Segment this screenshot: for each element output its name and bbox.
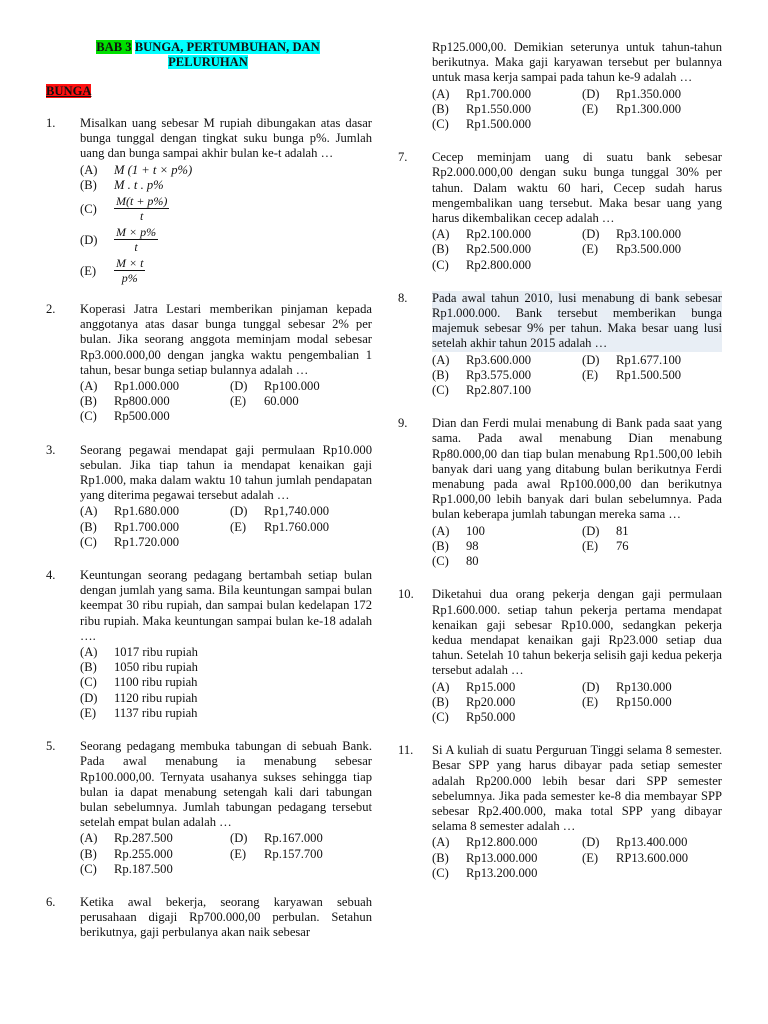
option-value: Rp1.677.100 <box>616 352 682 367</box>
option-value: Rp13.400.000 <box>616 835 688 850</box>
fraction-denominator: p% <box>121 271 138 286</box>
answer-options <box>80 163 372 284</box>
option-value: Rp2.100.000 <box>466 227 532 242</box>
option-letter: (E) <box>230 519 247 534</box>
option-letter: (D) <box>230 504 248 519</box>
option-value: Rp.255.000 <box>114 846 173 861</box>
answer-option <box>230 504 329 519</box>
option-row <box>80 831 372 846</box>
question-item <box>44 302 372 425</box>
answer-options <box>432 680 722 726</box>
question-item <box>44 895 372 941</box>
fraction-numerator: M × p% <box>116 225 157 240</box>
option-row <box>432 117 722 132</box>
option-letter: (E) <box>582 367 599 382</box>
question-item <box>44 739 372 877</box>
option-letter: (E) <box>230 394 247 409</box>
option-row <box>80 645 372 660</box>
option-row <box>80 409 372 424</box>
option-row <box>432 383 722 398</box>
option-letter: (A) <box>432 679 450 694</box>
option-row <box>80 379 372 394</box>
question-6-continued <box>396 40 722 132</box>
option-value: 1100 ribu rupiah <box>114 675 198 690</box>
option-value: 76 <box>616 538 629 553</box>
answer-option <box>80 257 372 284</box>
question-item <box>44 443 372 550</box>
answer-option <box>80 691 230 706</box>
option-letter: (B) <box>80 177 97 192</box>
answer-option <box>582 227 681 242</box>
answer-options <box>80 379 372 425</box>
option-letter: (C) <box>80 534 97 549</box>
answer-options <box>432 835 722 881</box>
question-item <box>44 568 372 721</box>
question-item <box>396 587 722 725</box>
chapter-title-line1: BUNGA, PERTUMBUHAN, DAN <box>134 40 320 54</box>
left-question-list <box>44 116 372 941</box>
option-letter: (D) <box>230 831 248 846</box>
option-value: RP13.600.000 <box>616 850 689 865</box>
answer-options <box>80 645 372 721</box>
question-item <box>396 291 722 398</box>
question-number: 2. <box>46 302 56 317</box>
answer-option <box>80 675 230 690</box>
option-fraction <box>114 226 158 253</box>
question-number: 11. <box>398 743 414 758</box>
option-value: 1017 ribu rupiah <box>114 645 198 660</box>
option-letter: (D) <box>582 523 600 538</box>
option-letter: (D) <box>230 379 248 394</box>
option-value: 81 <box>616 523 629 538</box>
option-letter: (C) <box>432 257 449 272</box>
option-value: Rp15.000 <box>466 679 516 694</box>
option-value: 1137 ribu rupiah <box>114 705 198 720</box>
question-item <box>396 416 722 569</box>
option-fraction <box>114 257 145 284</box>
option-value: Rp500.000 <box>114 409 170 424</box>
answer-option <box>432 695 582 710</box>
option-letter: (A) <box>432 835 450 850</box>
option-letter: (C) <box>432 554 449 569</box>
option-letter: (E) <box>582 538 599 553</box>
option-value: Rp1.700.000 <box>466 86 532 101</box>
option-formula: M . t . p% <box>114 177 164 192</box>
option-letter: (B) <box>432 367 449 382</box>
option-formula: M (1 + t × p%) <box>114 162 193 177</box>
option-value: Rp.287.500 <box>114 831 173 846</box>
option-row <box>80 535 372 550</box>
option-row <box>432 524 722 539</box>
option-value: Rp3.600.000 <box>466 352 532 367</box>
answer-option <box>80 706 230 721</box>
option-row <box>432 695 722 710</box>
answer-option <box>80 645 230 660</box>
option-row <box>80 163 372 178</box>
option-value: Rp.167.000 <box>264 831 323 846</box>
answer-option <box>432 227 582 242</box>
answer-option <box>582 353 681 368</box>
question-text: Koperasi Jatra Lestari memberikan pinjaman kepada anggotanya atas dasar bunga tunggal sebesar 2% per bulan. Jika seorang anggota meminjam modal sebesar Rp3.000.000,00 dengan jangka waktu pengembalian 1 tahun, besar bunga setiap bulannya adalah … <box>80 302 372 377</box>
option-value: Rp.187.500 <box>114 861 173 876</box>
answer-option <box>80 504 230 519</box>
answer-option <box>80 394 230 409</box>
option-row <box>432 851 722 866</box>
answer-option <box>230 520 329 535</box>
option-value: Rp3.575.000 <box>466 367 532 382</box>
chapter-title <box>44 40 372 70</box>
option-row <box>432 554 722 569</box>
answer-options <box>80 831 372 877</box>
right-column <box>396 0 722 881</box>
answer-option <box>80 226 372 253</box>
answer-options <box>432 227 722 273</box>
option-letter: (C) <box>432 865 449 880</box>
option-letter: (C) <box>80 861 97 876</box>
question-text: Rp125.000,00. Demikian seterunya untuk tahun-tahun berikutnya. Maka gaji karyawan tersebut per bulannya untuk masa kerja sampai pada tahun ke-9 adalah … <box>432 40 722 85</box>
option-letter: (B) <box>432 242 449 257</box>
option-letter: (B) <box>432 850 449 865</box>
question-item <box>396 150 722 273</box>
chapter-number: BAB 3 <box>96 40 132 54</box>
option-row <box>432 102 722 117</box>
option-letter: (B) <box>432 538 449 553</box>
answer-option <box>80 660 230 675</box>
option-letter: (E) <box>80 705 97 720</box>
answer-option <box>582 524 629 539</box>
option-letter: (A) <box>432 227 450 242</box>
answer-option <box>432 87 582 102</box>
section-heading <box>46 84 372 99</box>
option-letter: (D) <box>80 690 98 705</box>
answer-option <box>432 368 582 383</box>
option-letter: (E) <box>582 850 599 865</box>
option-value: Rp13.200.000 <box>466 865 538 880</box>
question-text: Seorang pedagang membuka tabungan di sebuah Bank. Pada awal menabung ia menabung sebesar Rp100.000,00. Ternyata usahanya sukses sehingga tiap bulan ia dapat menabung setengah kali dari tabungan bulan sebelumnya. Jumlah tabungan pedagang tersebut setelah empat bulan adalah … <box>80 739 372 830</box>
option-letter: (D) <box>582 835 600 850</box>
option-letter: (E) <box>80 263 97 278</box>
option-letter: (E) <box>582 101 599 116</box>
option-value: Rp100.000 <box>264 379 320 394</box>
option-letter: (C) <box>80 409 97 424</box>
option-row <box>432 539 722 554</box>
answer-option <box>432 835 582 850</box>
option-value: Rp2.500.000 <box>466 242 532 257</box>
answer-option <box>432 524 582 539</box>
answer-option <box>230 379 320 394</box>
option-row <box>432 866 722 881</box>
option-value: Rp50.000 <box>466 709 516 724</box>
answer-option <box>80 831 230 846</box>
option-value: Rp1,740.000 <box>264 504 330 519</box>
question-number: 9. <box>398 416 408 431</box>
option-letter: (B) <box>80 519 97 534</box>
option-letter: (E) <box>230 846 247 861</box>
answer-option <box>582 851 688 866</box>
option-row <box>432 353 722 368</box>
option-value: Rp1.720.000 <box>114 534 180 549</box>
answer-option <box>432 383 582 398</box>
option-value: 100 <box>466 523 485 538</box>
answer-option <box>582 87 681 102</box>
question-text: Si A kuliah di suatu Perguruan Tinggi selama 8 semester. Besar SPP yang harus dibayar pada setiap semester adalah Rp200.000 lebih besar dari SPP semester sebelumnya. Jika pada semester ke-8 dia membayar SPP sebesar Rp2.400.000, maka total SPP yang dibayar selama 8 semester adalah … <box>432 743 722 834</box>
option-value: Rp13.000.000 <box>466 850 538 865</box>
answer-option <box>80 409 230 424</box>
option-row <box>80 520 372 535</box>
answer-option <box>80 178 164 193</box>
option-letter: (A) <box>432 523 450 538</box>
answer-option <box>432 851 582 866</box>
option-value: Rp1.500.500 <box>616 367 682 382</box>
question-number: 7. <box>398 150 408 165</box>
option-row <box>432 87 722 102</box>
option-value: Rp.157.700 <box>264 846 323 861</box>
option-value: Rp1.350.000 <box>616 86 682 101</box>
option-value: Rp1.680.000 <box>114 504 180 519</box>
option-row <box>432 242 722 257</box>
answer-option <box>582 695 672 710</box>
answer-option <box>230 831 323 846</box>
answer-option <box>582 680 672 695</box>
fraction-denominator: t <box>134 240 138 255</box>
option-row <box>432 227 722 242</box>
option-value: Rp150.000 <box>616 694 672 709</box>
option-letter: (C) <box>432 383 449 398</box>
option-row <box>80 504 372 519</box>
option-letter: (A) <box>80 379 98 394</box>
option-value: 1050 ribu rupiah <box>114 660 198 675</box>
option-value: Rp1.550.000 <box>466 101 532 116</box>
question-number: 4. <box>46 568 56 583</box>
question-number: 8. <box>398 290 408 305</box>
option-row <box>432 835 722 850</box>
answer-option <box>432 866 582 881</box>
question-item <box>396 743 722 881</box>
answer-option <box>432 242 582 257</box>
question-text: Dian dan Ferdi mulai menabung di Bank pada saat yang sama. Pada awal menabung Dian menabung Rp80.000,00 dan tiap bulan menabung Rp1.500,00 lebih banyak dari uang yang ditabung bulan berikutnya Ferdi menabung pada awal Rp100.000,00 dan berikutnya Rp1.000,00 lebih banyak dari bulan sebelumnya. Pada bulan keberapa jumlah tabungan mereka sama … <box>432 416 722 522</box>
question-number: 5. <box>46 739 56 754</box>
fraction-denominator: t <box>140 209 144 224</box>
question-text: Diketahui dua orang pekerja dengan gaji permulaan Rp1.600.000. setiap tahun pekerja pertama mendapat kenaikan gaji sebesar Rp10.000, sedangkan pekerja kedua mendapat kenaikan gaji Rp23.000 setiap dua tahun. Setelah 10 tahun bekerja selisih gaji kedua pekerja tersebut adalah … <box>432 587 722 678</box>
option-letter: (B) <box>80 660 97 675</box>
option-row <box>432 710 722 725</box>
option-letter: (E) <box>582 694 599 709</box>
option-row <box>432 680 722 695</box>
question-text: Keuntungan seorang pedagang bertambah setiap bulan dengan jumlah yang sama. Bila keuntungan sampai bulan keempat 30 ribu rupiah, dan sampai bulan kedelapan 172 ribu rupiah. Maka keuntungan sampai bulan ke-18 adalah …. <box>80 568 372 643</box>
option-letter: (B) <box>80 846 97 861</box>
option-value: Rp1.000.000 <box>114 379 180 394</box>
answer-option <box>230 847 323 862</box>
option-row <box>80 847 372 862</box>
question-text: Seorang pegawai mendapat gaji permulaan Rp10.000 sebulan. Jika tiap tahun ia mendapat kenaikan gaji Rp1.000, maka dalam waktu 10 tahun jumlah pendapatan yang diterima pegawai tersebut adalah … <box>80 442 372 503</box>
answer-option <box>80 379 230 394</box>
answer-option <box>432 258 582 273</box>
answer-option <box>80 847 230 862</box>
answer-option <box>582 242 681 257</box>
option-value: Rp2.800.000 <box>466 257 532 272</box>
option-row <box>80 862 372 877</box>
option-row <box>432 258 722 273</box>
option-letter: (C) <box>80 675 97 690</box>
right-question-list <box>396 150 722 881</box>
option-letter: (D) <box>80 232 98 247</box>
answer-option <box>432 102 582 117</box>
option-letter: (E) <box>582 242 599 257</box>
option-value: 1120 ribu rupiah <box>114 690 198 705</box>
option-letter: (C) <box>432 709 449 724</box>
left-column <box>44 0 372 942</box>
answer-option <box>582 539 629 554</box>
option-row <box>80 691 372 706</box>
answer-option <box>80 195 372 222</box>
answer-option <box>432 539 582 554</box>
question-text: Misalkan uang sebesar M rupiah dibungakan atas dasar bunga tunggal dengan tingkat suku bunga p%. Jumlah uang dan bunga sampai akhir bulan ke-t adalah … <box>80 116 372 161</box>
question-text: Ketika awal bekerja, seorang karyawan sebuah perusahaan digaji Rp700.000,00 perbulan. Setahun berikutnya, gaji perbulanya akan naik sebesar <box>80 894 372 940</box>
question-text: Cecep meminjam uang di suatu bank sebesar Rp2.000.000,00 dengan suku bunga tunggal 30% per tahun. Dalam waktu 60 hari, Cecep sudah harus mengembalikan uang tersebut. Maka besar uang yang harus dikembalikan cecep adalah … <box>432 150 722 226</box>
question-item <box>44 116 372 284</box>
section-heading-text: BUNGA <box>46 84 92 98</box>
question-item-continued <box>396 40 722 132</box>
option-row <box>80 675 372 690</box>
question-number: 10. <box>398 587 414 602</box>
option-letter: (B) <box>432 101 449 116</box>
answer-option <box>80 535 230 550</box>
option-value: Rp2.807.100 <box>466 383 532 398</box>
fraction-numerator: M × t <box>116 256 144 271</box>
question-number: 6. <box>46 894 56 909</box>
option-letter: (B) <box>80 394 97 409</box>
answer-option <box>582 368 681 383</box>
option-value: Rp800.000 <box>114 394 170 409</box>
option-letter: (D) <box>582 227 600 242</box>
option-letter: (A) <box>432 86 450 101</box>
option-value: Rp1.760.000 <box>264 519 330 534</box>
chapter-title-line2: PELURUHAN <box>168 55 248 69</box>
option-row <box>80 660 372 675</box>
option-letter: (A) <box>80 504 98 519</box>
answer-option <box>432 680 582 695</box>
option-value: 80 <box>466 554 479 569</box>
option-letter: (A) <box>432 352 450 367</box>
option-letter: (B) <box>432 694 449 709</box>
option-row <box>80 178 372 193</box>
option-row <box>432 368 722 383</box>
question-number: 1. <box>46 116 56 130</box>
option-value: Rp1.700.000 <box>114 519 180 534</box>
answer-options <box>432 353 722 399</box>
option-value: Rp3.500.000 <box>616 242 682 257</box>
answer-option <box>80 163 192 178</box>
option-value: Rp12.800.000 <box>466 835 538 850</box>
option-letter: (A) <box>80 831 98 846</box>
answer-option <box>432 710 582 725</box>
answer-option <box>432 117 582 132</box>
option-letter: (D) <box>582 86 600 101</box>
option-value: 60.000 <box>264 394 299 409</box>
answer-option <box>582 102 681 117</box>
question-number: 3. <box>46 442 56 457</box>
option-row <box>80 706 372 721</box>
option-letter: (C) <box>80 201 97 216</box>
option-value: Rp3.100.000 <box>616 227 682 242</box>
answer-options <box>80 504 372 550</box>
option-value: Rp130.000 <box>616 679 672 694</box>
option-row <box>80 394 372 409</box>
answer-option <box>80 862 230 877</box>
option-letter: (C) <box>432 117 449 132</box>
option-value: Rp20.000 <box>466 694 516 709</box>
answer-option <box>432 353 582 368</box>
answer-option <box>582 835 687 850</box>
option-letter: (A) <box>80 162 98 177</box>
option-fraction <box>114 195 169 222</box>
option-letter: (A) <box>80 645 98 660</box>
option-value: Rp1.500.000 <box>466 117 532 132</box>
fraction-numerator: M(t + p%) <box>116 194 168 209</box>
answer-options <box>432 87 722 133</box>
answer-option <box>432 554 582 569</box>
option-letter: (D) <box>582 352 600 367</box>
option-value: 98 <box>466 538 479 553</box>
option-letter: (D) <box>582 679 600 694</box>
answer-option <box>230 394 299 409</box>
question-text: Pada awal tahun 2010, lusi menabung di bank sebesar Rp1.000.000. Bank tersebut memberikan bunga majemuk sebesar 9% per tahun. Maka besar uang lusi setelah akhir tahun 2015 adalah … <box>432 290 722 351</box>
answer-option <box>80 520 230 535</box>
option-value: Rp1.300.000 <box>616 101 682 116</box>
answer-options <box>432 524 722 570</box>
